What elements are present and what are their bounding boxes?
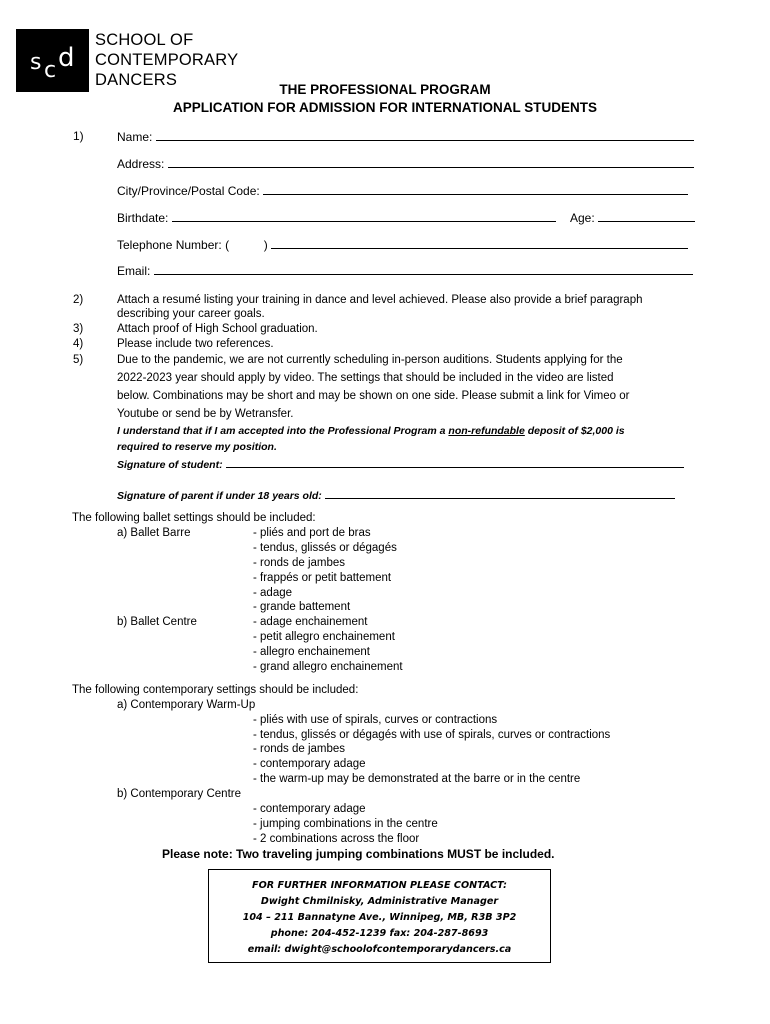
signature-parent-field[interactable] bbox=[117, 487, 675, 504]
item-number-1: 1) bbox=[73, 129, 84, 143]
telephone-close-paren: ) bbox=[263, 238, 268, 252]
item-2-line-1: Attach a resumé listing your training in dance and level achieved. Please also provide a brief paragraph bbox=[117, 294, 643, 306]
signature-student-label: Signature of student: bbox=[117, 459, 223, 471]
item-number-3: 3) bbox=[73, 323, 84, 335]
ballet-barre-item: - ronds de jambes bbox=[253, 557, 346, 569]
contact-box bbox=[208, 869, 551, 963]
birthdate-line[interactable] bbox=[172, 210, 556, 222]
contemporary-warmup-item: - the warm-up may be demonstrated at the barre or in the centre bbox=[253, 773, 581, 785]
declaration-non-refundable: non-refundable bbox=[448, 425, 525, 437]
ballet-barre-item: - pliés and port de bras bbox=[253, 527, 371, 539]
ballet-barre-item: - adage bbox=[253, 587, 293, 599]
telephone-label: Telephone Number: ( bbox=[117, 238, 230, 252]
title-application: APPLICATION FOR ADMISSION FOR INTERNATIONAL STUDENTS bbox=[173, 100, 597, 115]
age-line[interactable] bbox=[598, 210, 695, 222]
ballet-centre-item: - petit allegro enchainement bbox=[253, 631, 395, 643]
ballet-centre-item: - adage enchainement bbox=[253, 616, 368, 628]
declaration-part-1: I understand that if I am accepted into the Professional Program a bbox=[117, 425, 449, 437]
email-field[interactable] bbox=[117, 263, 693, 278]
contact-heading: FOR FURTHER INFORMATION PLEASE CONTACT: bbox=[252, 880, 507, 891]
logo-letter-s: s bbox=[30, 50, 42, 75]
org-name-line-2: CONTEMPORARY bbox=[95, 51, 239, 69]
signature-parent-line[interactable] bbox=[325, 487, 675, 499]
declaration-part-2: deposit of $2,000 is bbox=[524, 425, 625, 437]
city-field[interactable] bbox=[117, 183, 688, 198]
item-number-5: 5) bbox=[73, 354, 84, 366]
contact-email: email: dwight@schoolofcontemporarydancers.ca bbox=[247, 944, 512, 955]
email-line[interactable] bbox=[154, 263, 693, 275]
contemporary-centre-item: - jumping combinations in the centre bbox=[253, 818, 438, 830]
email-label: Email: bbox=[117, 264, 151, 278]
item-3-line-1: Attach proof of High School graduation. bbox=[117, 323, 318, 335]
declaration-line-1 bbox=[117, 424, 625, 439]
contact-address: 104 – 211 Bannatyne Ave., Winnipeg, MB, R3B 3P2 bbox=[242, 912, 517, 923]
ballet-centre-item: - allegro enchainement bbox=[253, 646, 370, 658]
contemporary-centre-item: - 2 combinations across the floor bbox=[253, 833, 420, 845]
title-program: THE PROFESSIONAL PROGRAM bbox=[279, 82, 491, 97]
ballet-barre-item: - frappés or petit battement bbox=[253, 572, 392, 584]
contemporary-intro: The following contemporary settings should be included: bbox=[72, 684, 359, 696]
telephone-line[interactable] bbox=[271, 237, 688, 249]
signature-student-field[interactable] bbox=[117, 456, 684, 473]
contemporary-warmup-item: - ronds de jambes bbox=[253, 743, 346, 755]
contemporary-warmup-item: - pliés with use of spirals, curves or contractions bbox=[253, 714, 498, 726]
contemporary-centre-label: b) Contemporary Centre bbox=[117, 788, 241, 800]
logo-letter-c: c bbox=[44, 58, 57, 83]
item-5-line-2: 2022-2023 year should apply by video. The settings that should be included in the video are listed bbox=[117, 372, 614, 384]
birthdate-label: Birthdate: bbox=[117, 211, 169, 225]
org-name-line-1: SCHOOL OF bbox=[95, 31, 194, 49]
item-number-2: 2) bbox=[73, 294, 84, 306]
address-line[interactable] bbox=[168, 156, 694, 168]
ballet-intro: The following ballet settings should be included: bbox=[72, 512, 316, 524]
contemporary-warmup-item: - contemporary adage bbox=[253, 758, 366, 770]
contact-phone: phone: 204-452-1239 fax: 204-287-8693 bbox=[270, 928, 489, 939]
item-5-line-1: Due to the pandemic, we are not currently scheduling in-person auditions. Students applying for the bbox=[117, 354, 623, 366]
name-field[interactable] bbox=[117, 129, 694, 144]
ballet-centre-item: - grand allegro enchainement bbox=[253, 661, 403, 673]
item-number-4: 4) bbox=[73, 338, 84, 350]
name-label: Name: bbox=[117, 130, 153, 144]
declaration-line-2: required to reserve my position. bbox=[117, 441, 277, 453]
ballet-barre-item: - tendus, glissés or dégagés bbox=[253, 542, 397, 554]
logo-letter-d: d bbox=[58, 43, 75, 73]
item-4-line-1: Please include two references. bbox=[117, 338, 274, 350]
telephone-field[interactable] bbox=[117, 237, 688, 252]
contemporary-warmup-label: a) Contemporary Warm-Up bbox=[117, 699, 256, 711]
contemporary-warmup-item: - tendus, glissés or dégagés with use of spirals, curves or contractions bbox=[253, 729, 611, 741]
signature-student-line[interactable] bbox=[226, 456, 684, 468]
item-5-line-4: Youtube or send be by Wetransfer. bbox=[117, 408, 294, 420]
address-field[interactable] bbox=[117, 156, 694, 171]
age-field[interactable] bbox=[570, 210, 695, 225]
note: Please note: Two traveling jumping combinations MUST be included. bbox=[162, 847, 555, 861]
birthdate-field[interactable] bbox=[117, 210, 556, 225]
contact-name: Dwight Chmilnisky, Administrative Manager bbox=[260, 896, 499, 907]
city-line[interactable] bbox=[263, 183, 688, 195]
ballet-centre-label: b) Ballet Centre bbox=[117, 616, 197, 628]
ballet-barre-item: - grande battement bbox=[253, 601, 351, 613]
city-label: City/Province/Postal Code: bbox=[117, 184, 260, 198]
item-5-line-3: below. Combinations may be short and may be shown on one side. Please submit a link for Vimeo or bbox=[117, 390, 630, 402]
item-2-line-2: describing your career goals. bbox=[117, 308, 265, 320]
address-label: Address: bbox=[117, 157, 165, 171]
org-name-line-3: DANCERS bbox=[95, 71, 178, 89]
signature-parent-label: Signature of parent if under 18 years old: bbox=[117, 490, 322, 502]
name-line[interactable] bbox=[156, 129, 694, 141]
age-label: Age: bbox=[570, 211, 595, 225]
contemporary-centre-item: - contemporary adage bbox=[253, 803, 366, 815]
ballet-barre-label: a) Ballet Barre bbox=[117, 527, 191, 539]
